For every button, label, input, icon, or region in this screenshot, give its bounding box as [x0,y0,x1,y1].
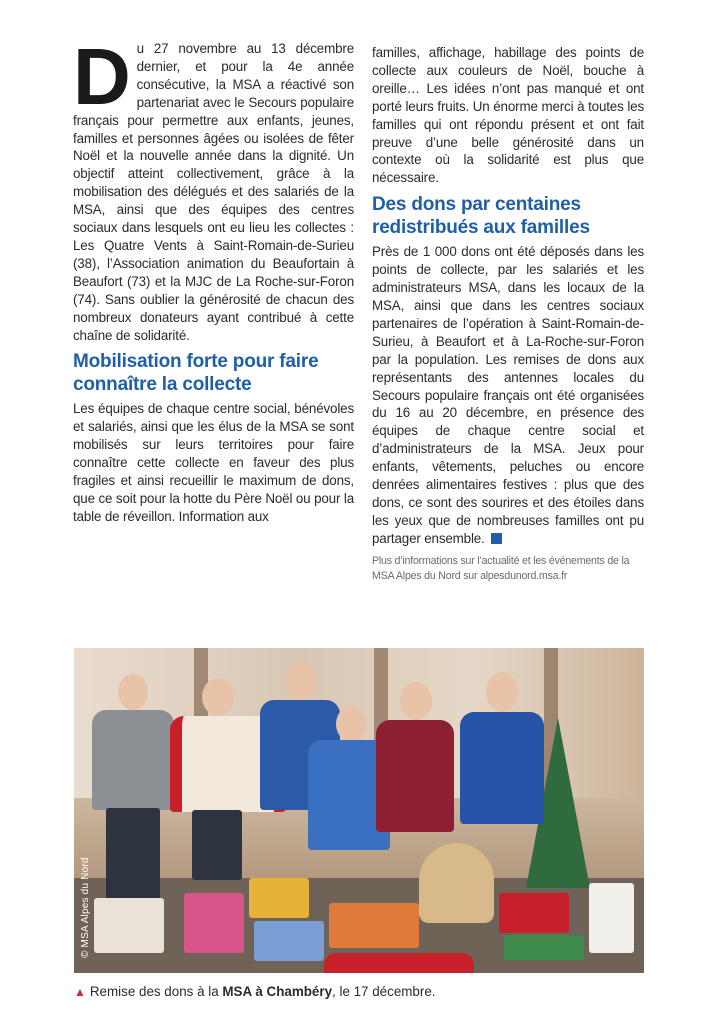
mobilisation-paragraph: Les équipes de chaque centre social, bénévoles et salariés, ainsi que les élus de la MSA se sont mobilisés sur leurs territoires pour faire connaître cette collecte en faveur des plus fragiles et ainsi recueillir le maximum de dons, que ce soit pour la hotte du Père Noël ou pour la table de réveillon. Information aux [73,401,354,524]
photo-caption [74,983,654,1001]
dons-text: Près de 1 000 dons ont été déposés dans les points de collecte, par les salariés et les administrateurs MSA, dans les locaux de la MSA, ainsi que dans les centres sociaux partenaires de l’opération à Saint-Romain-de-Surieu, à Beaufort et à La-Roche-sur-Foron par la population. Les remises de dons aux représentants des antennes locales du Secours populaire français ont été organisées du 16 au 20 décembre, en présence des équipes de chaque centre social et d’administrateurs de la MSA. Jeux pour enfants, vêtements, peluches ou encore denrées alimentaires festives : plus que des dons, ce sont des sourires et des étoiles dans les yeux que de nombreuses familles ont pu partager ensemble. [372,244,644,546]
drop-cap: D [73,32,131,121]
intro-paragraph [73,32,354,344]
caption-bold: MSA à Chambéry [222,984,333,999]
photo-credit: © MSA Alpes du Nord [80,857,91,958]
dons-paragraph [372,243,644,547]
caption-suffix: , le 17 décembre. [332,984,436,999]
heading-mobilisation: Mobilisation forte pour faire connaître la collecte [73,351,319,396]
heading-dons: Des dons par centaines redistribués aux familles [372,194,590,239]
gift-pile [74,873,644,973]
left-column [73,32,354,526]
end-of-article-square-icon [491,533,502,544]
caption-prefix: Remise des dons à la [89,984,223,999]
right-column [372,44,644,584]
intro-text: u 27 novembre au 13 décembre dernier, et pour la 4e année consécutive, la MSA a réactivé son partenariat avec le Secours populaire français pour permettre aux enfants, jeunes, familles et personnes âgées ou isolées de fêter Noël et la nouvelle année dans la dignité. Un objectif atteint collectivement, grâce à la mobilisation des délégués et des salariés de la MSA, ainsi que des équipes des centres sociaux dans lesquels ont eu lieu les collectes : Les Quatre Vents à Saint-Romain-de-Surieu (38), l’Association animation du Beaufortain à Beaufort (73) et la MJC de La Roche-sur-Foron (74). Sans oublier la générosité de chacun des nombreux donateurs ayant contribué à cette chaîne de solidarité. [73,41,354,343]
caption-triangle-icon: ▲ [74,985,86,999]
continuation-paragraph: familles, affichage, habillage des points de collecte aux couleurs de Noël, bouche à oreille… Les idées n’ont pas manqué et ont porté leurs fruits. Un énorme merci à toutes les familles qui ont répondu présent et ont fait preuve d’une belle générosité dans un contexte où la solidarité est plus que nécessaire. [372,45,644,186]
group-photo [74,648,644,973]
more-info-note: Plus d’informations sur l’actualité et les événements de la MSA Alpes du Nord sur alpesdunord.msa.fr [372,554,630,582]
